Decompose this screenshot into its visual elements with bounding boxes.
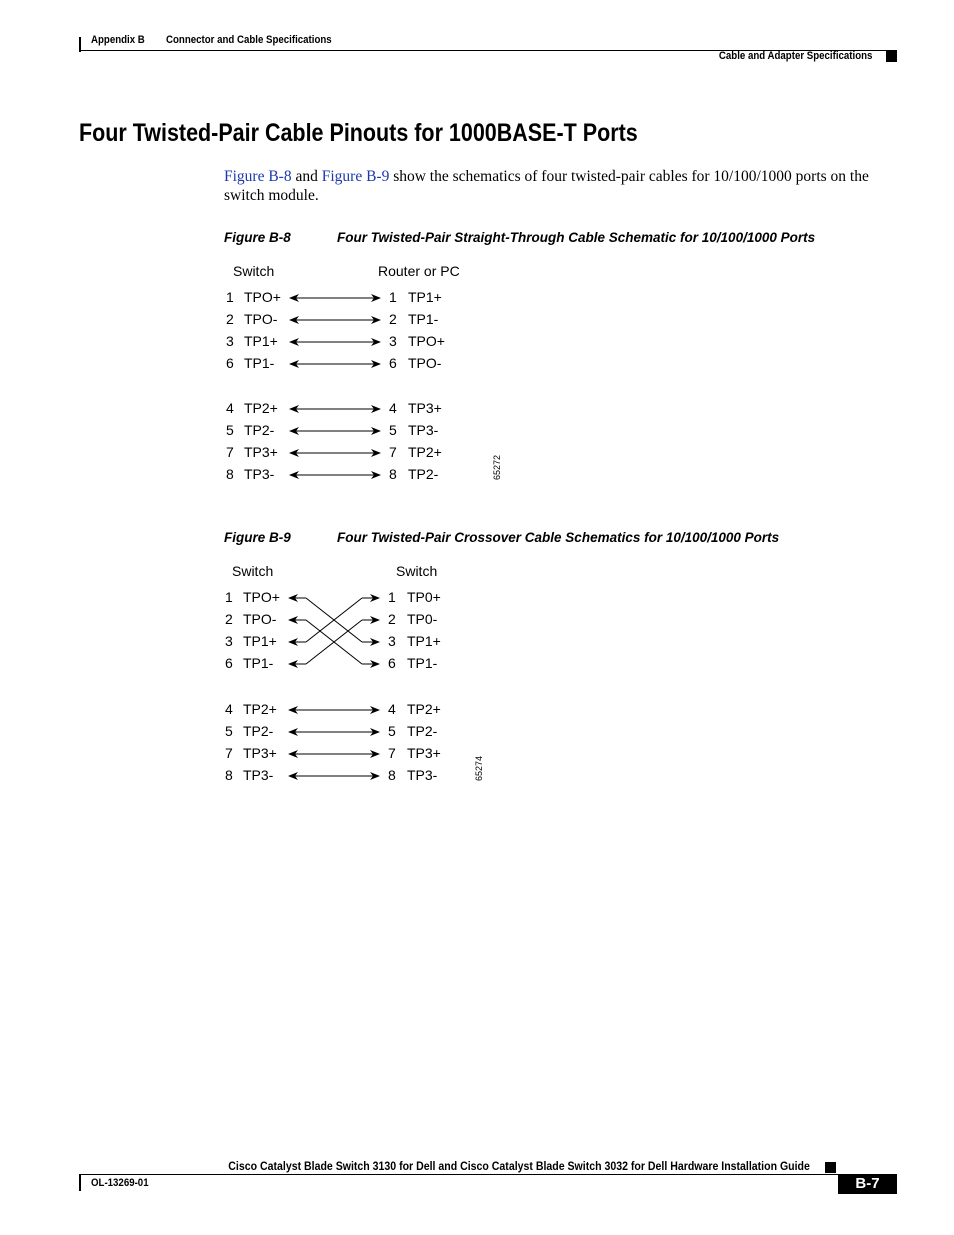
left-pin-number: 4 (226, 400, 234, 416)
page-number: B-7 (838, 1174, 897, 1194)
right-pin-number: 5 (388, 723, 396, 739)
figure-b9-ref: 65274 (474, 755, 484, 781)
left-signal-label: TP3- (243, 767, 274, 783)
right-pin-number: 6 (389, 355, 397, 371)
left-signal-label: TPO+ (244, 289, 281, 305)
right-signal-label: TP1+ (407, 633, 441, 649)
left-pin-number: 5 (225, 723, 233, 739)
right-signal-label: TP1- (407, 655, 438, 671)
left-pin-number: 1 (226, 289, 234, 305)
figure-b8-number: Figure B-8 (224, 230, 291, 245)
right-pin-number: 4 (388, 701, 396, 717)
left-signal-label: TP2- (244, 422, 275, 438)
footer-marker (825, 1162, 836, 1173)
left-pin-number: 6 (226, 355, 234, 371)
right-signal-label: TP0+ (407, 589, 441, 605)
header-chapter: Connector and Cable Specifications (166, 34, 332, 46)
left-signal-label: TPO+ (243, 589, 280, 605)
right-signal-label: TP3- (407, 767, 438, 783)
figure-b9-number: Figure B-9 (224, 530, 291, 545)
right-pin-number: 1 (389, 289, 397, 305)
left-signal-label: TPO- (244, 311, 278, 327)
right-signal-label: TP3- (408, 422, 439, 438)
left-pin-number: 3 (226, 333, 234, 349)
intro-rest: show the schematics of four twisted-pair cables for 10/100/1000 ports on the switch module. (224, 168, 869, 204)
right-pin-number: 8 (388, 767, 396, 783)
right-signal-label: TPO- (408, 355, 442, 371)
left-signal-label: TP2+ (244, 400, 278, 416)
right-pin-number: 7 (388, 745, 396, 761)
right-pin-number: 6 (388, 655, 396, 671)
left-pin-number: 7 (225, 745, 233, 761)
right-signal-label: TP2+ (407, 701, 441, 717)
left-signal-label: TP2- (243, 723, 274, 739)
footer-left-rule (79, 1174, 81, 1191)
left-signal-label: TP3+ (243, 745, 277, 761)
right-pin-number: 5 (389, 422, 397, 438)
footer-doc-number: OL-13269-01 (91, 1177, 149, 1189)
right-signal-label: TP0- (407, 611, 438, 627)
footer-doc-title: Cisco Catalyst Blade Switch 3130 for Dell and Cisco Catalyst Blade Switch 3032 for Dell Hardware Installation Guide (228, 1159, 810, 1173)
right-signal-label: TP2- (408, 466, 439, 482)
left-signal-label: TP1+ (243, 633, 277, 649)
right-signal-label: TPO+ (408, 333, 445, 349)
right-pin-number: 1 (388, 589, 396, 605)
left-pin-number: 3 (225, 633, 233, 649)
left-signal-label: TP3- (244, 466, 275, 482)
left-signal-label: TP1- (244, 355, 275, 371)
right-signal-label: TP2+ (408, 444, 442, 460)
right-pin-number: 8 (389, 466, 397, 482)
figure-b8-right-title: Router or PC (378, 263, 460, 279)
right-signal-label: TP2- (407, 723, 438, 739)
left-pin-number: 8 (226, 466, 234, 482)
left-pin-number: 4 (225, 701, 233, 717)
figure-b8-link[interactable]: Figure B-8 (224, 168, 292, 185)
figure-b9-left-title: Switch (232, 563, 274, 579)
right-signal-label: TP1+ (408, 289, 442, 305)
left-pin-number: 1 (225, 589, 233, 605)
page-title: Four Twisted-Pair Cable Pinouts for 1000BASE-T Ports (79, 119, 638, 147)
right-signal-label: TP3+ (407, 745, 441, 761)
left-pin-number: 5 (226, 422, 234, 438)
left-pin-number: 7 (226, 444, 234, 460)
figure-b9-link[interactable]: Figure B-9 (321, 168, 390, 185)
figure-b8-left-title: Switch (233, 263, 275, 279)
figure-b9-right-title: Switch (396, 563, 438, 579)
left-signal-label: TP1+ (244, 333, 278, 349)
header-appendix: Appendix B (91, 34, 145, 46)
right-pin-number: 2 (389, 311, 397, 327)
left-pin-number: 8 (225, 767, 233, 783)
right-pin-number: 2 (388, 611, 396, 627)
right-pin-number: 4 (389, 400, 397, 416)
left-signal-label: TP1- (243, 655, 274, 671)
right-pin-number: 3 (389, 333, 397, 349)
right-pin-number: 7 (389, 444, 397, 460)
left-pin-number: 2 (226, 311, 234, 327)
figure-b9-caption: Four Twisted-Pair Crossover Cable Schematics for 10/100/1000 Ports (337, 530, 780, 545)
left-signal-label: TP3+ (244, 444, 278, 460)
left-signal-label: TPO- (243, 611, 277, 627)
right-pin-number: 3 (388, 633, 396, 649)
left-signal-label: TP2+ (243, 701, 277, 717)
footer-rule (79, 1174, 839, 1175)
figure-b8-caption: Four Twisted-Pair Straight-Through Cable Schematic for 10/100/1000 Ports (337, 230, 816, 245)
left-pin-number: 2 (225, 611, 233, 627)
figure-b8-ref: 65272 (492, 454, 502, 480)
right-signal-label: TP3+ (408, 400, 442, 416)
right-signal-label: TP1- (408, 311, 439, 327)
left-pin-number: 6 (225, 655, 233, 671)
header-section: Cable and Adapter Specifications (718, 50, 872, 62)
intro-mid: and (291, 168, 322, 185)
